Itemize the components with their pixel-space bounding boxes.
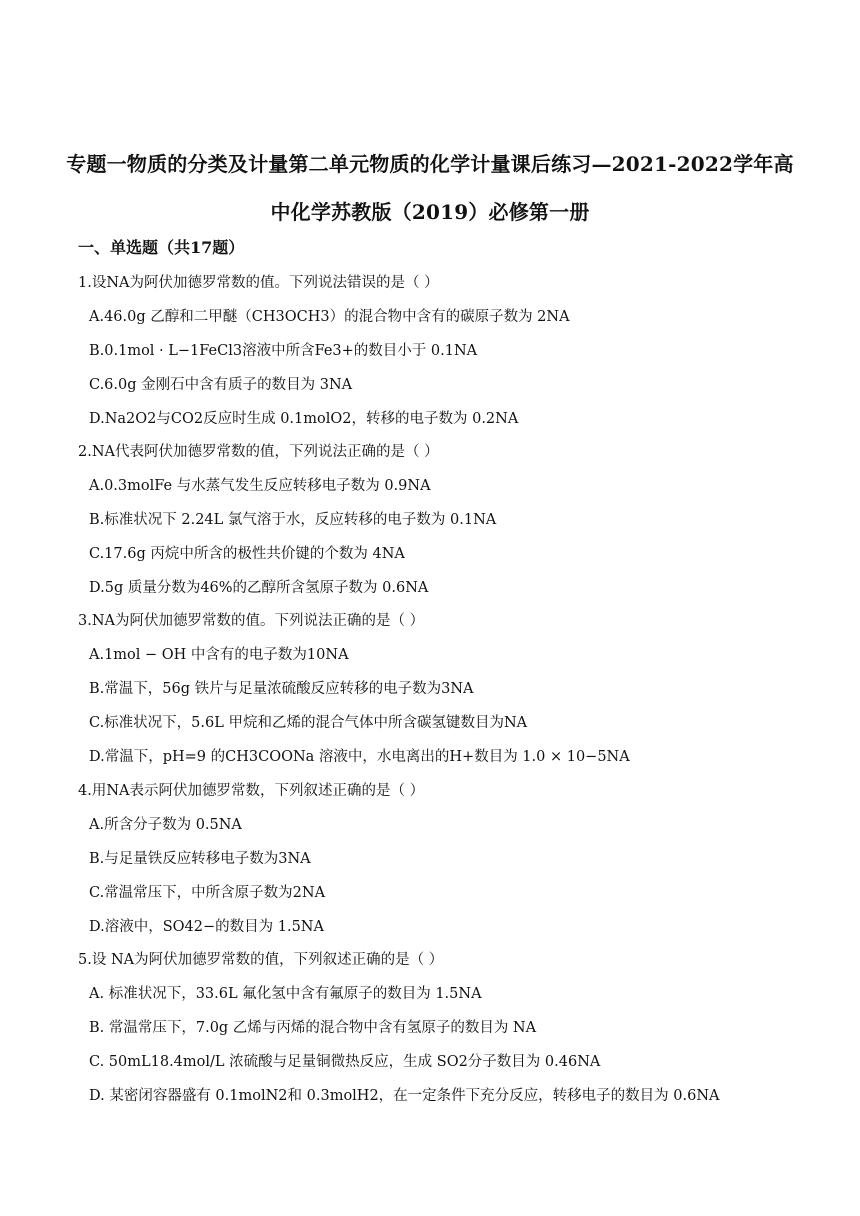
question-4-option-a: A.所含分子数为 0.5NA: [89, 817, 242, 833]
question-3-option-b: B.常温下，56g 铁片与足量浓硫酸反应转移的电子数为3NA: [89, 681, 474, 697]
question-4-stem: 4.用NA表示阿伏加德罗常数，下列叙述正确的是（ ）: [78, 783, 425, 799]
question-5-option-c: C. 50mL18.4mol/L 浓硫酸与足量铜微热反应，生成 SO2分子数目为 0.46NA: [89, 1054, 601, 1070]
question-4-option-d: D.溶液中，SO42−的数目为 1.5NA: [89, 919, 324, 935]
question-5-stem: 5.设 NA为阿伏加德罗常数的值，下列叙述正确的是（ ）: [78, 952, 444, 968]
question-1-option-d: D.Na2O2与CO2反应时生成 0.1molO2，转移的电子数为 0.2NA: [89, 411, 519, 427]
question-2-stem: 2.NA代表阿伏加德罗常数的值，下列说法正确的是（ ）: [78, 444, 439, 460]
question-2-option-a: A.0.3molFe 与水蒸气发生反应转移电子数为 0.9NA: [89, 478, 431, 494]
question-4-option-c: C.常温常压下，中所含原子数为2NA: [89, 885, 326, 901]
question-1-option-b: B.0.1mol · L−1FeCl3溶液中所含Fe3+的数目小于 0.1NA: [89, 343, 478, 359]
question-5-option-a: A. 标准状况下，33.6L 氟化氢中含有氟原子的数目为 1.5NA: [89, 986, 482, 1002]
document-title-line-1: 专题一物质的分类及计量第二单元物质的化学计量课后练习—2021-2022学年高: [66, 152, 794, 176]
question-2-option-b: B.标准状况下 2.24L 氯气溶于水，反应转移的电子数为 0.1NA: [89, 512, 497, 528]
question-2-option-c: C.17.6g 丙烷中所含的极性共价键的个数为 4NA: [89, 546, 405, 562]
question-3-stem: 3.NA为阿伏加德罗常数的值。下列说法正确的是（ ）: [78, 613, 425, 629]
question-3-option-c: C.标准状况下，5.6L 甲烷和乙烯的混合气体中所含碳氢键数目为NA: [89, 715, 528, 731]
question-3-option-d: D.常温下，pH=9 的CH3COONa 溶液中，水电离出的H+数目为 1.0 × 10−5NA: [89, 749, 630, 765]
question-2-option-d: D.5g 质量分数为46%的乙醇所含氢原子数为 0.6NA: [89, 580, 429, 596]
question-5-option-b: B. 常温常压下，7.0g 乙烯与丙烯的混合物中含有氢原子的数目为 NA: [89, 1020, 537, 1036]
question-1-option-c: C.6.0g 金刚石中含有质子的数目为 3NA: [89, 377, 353, 393]
question-1-option-a: A.46.0g 乙醇和二甲醚（CH3OCH3）的混合物中含有的碳原子数为 2NA: [89, 309, 570, 325]
question-4-option-b: B.与足量铁反应转移电子数为3NA: [89, 851, 311, 867]
document-title-line-2: 中化学苏教版（2019）必修第一册: [270, 200, 590, 224]
question-5-option-d: D. 某密闭容器盛有 0.1molN2和 0.3molH2，在一定条件下充分反应，转移电子的数目为 0.6NA: [89, 1088, 720, 1104]
section-heading: 一、单选题（共17题）: [78, 238, 245, 257]
question-3-option-a: A.1mol − OH 中含有的电子数为10NA: [89, 647, 349, 663]
question-1-stem: 1.设NA为阿伏加德罗常数的值。下列说法错误的是（ ）: [78, 275, 439, 291]
